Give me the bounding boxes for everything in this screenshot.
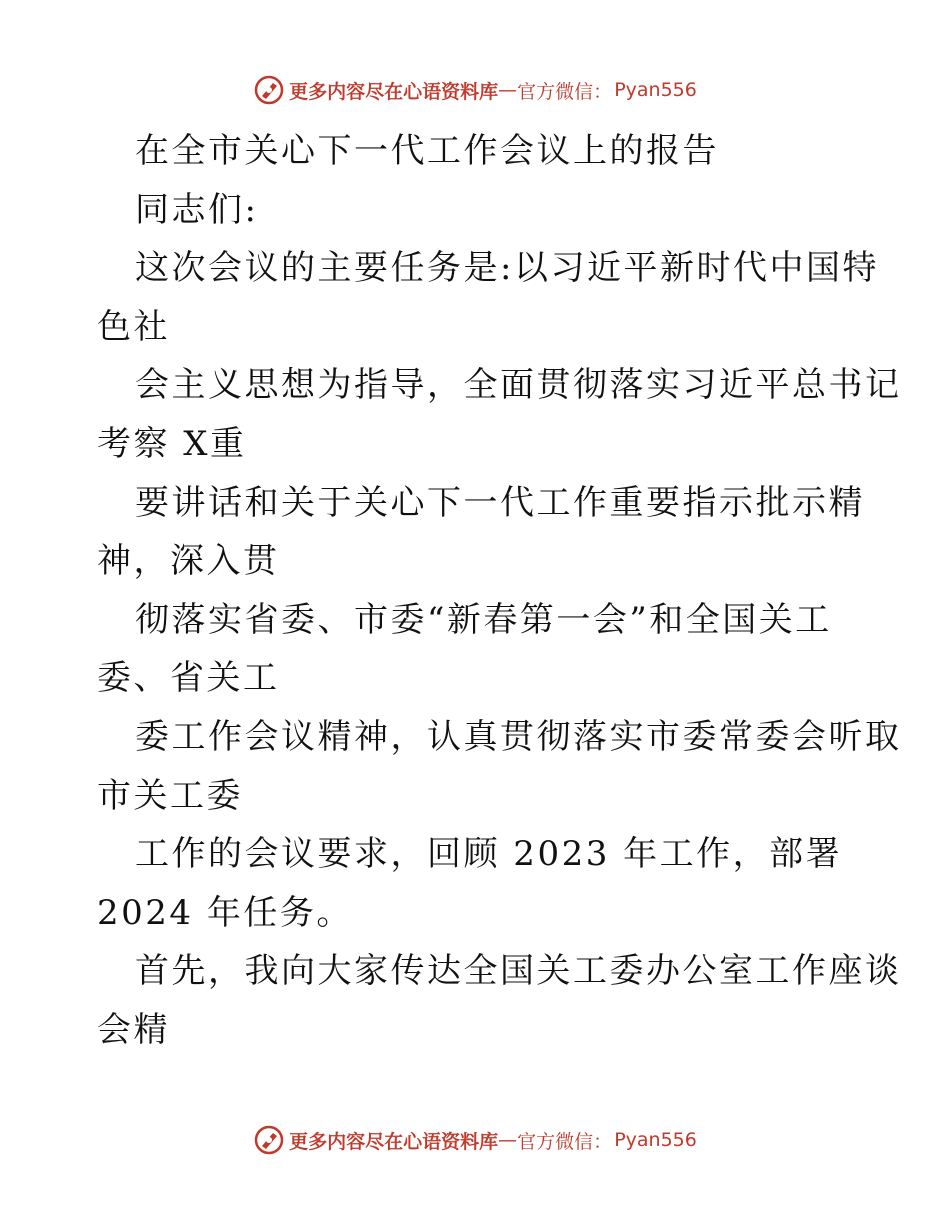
watermark-wechat-label: 官方微信： [517,80,613,103]
text-line: 会主义思想为指导，全面贯彻落实习近平总书记 [135,365,902,406]
header-watermark [0,74,950,106]
text-line: 市关工委 [97,775,243,816]
document-body [97,122,902,1060]
watermark-wechat-id: Pyan556 [614,1129,697,1151]
pen-circle-icon [253,74,285,106]
text-line: 色社 [97,306,170,347]
watermark-site-text: 更多内容尽在心语资料库 [289,80,499,103]
watermark-separator: — [498,79,518,101]
text-line: 2024 年任务。 [97,892,353,933]
watermark-separator: — [498,1129,518,1151]
salutation: 同志们: [135,189,259,230]
text-line: 这次会议的主要任务是:以习近平新时代中国特 [135,248,879,289]
text-line: 委工作会议精神，认真贯彻落实市委常委会听取 [135,716,902,757]
document-title: 在全市关心下一代工作会议上的报告 [135,131,719,171]
text-line: 委、省关工 [97,658,280,699]
text-line: 会精 [97,1009,170,1050]
text-line: 工作的会议要求，回顾 2023 年工作，部署 [135,834,843,875]
watermark-site-text: 更多内容尽在心语资料库 [289,1130,499,1153]
text-line: 神，深入贯 [97,541,280,582]
text-line: 首先，我向大家传达全国关工委办公室工作座谈 [135,951,902,992]
watermark-wechat-id: Pyan556 [614,79,697,101]
text-line: 要讲话和关于关心下一代工作重要指示批示精 [135,482,865,523]
text-line: 考察 X重 [97,423,247,464]
pen-circle-icon [253,1124,285,1156]
footer-watermark [0,1124,950,1156]
text-line: 彻落实省委、市委“新春第一会”和全国关工 [135,599,832,640]
watermark-wechat-label: 官方微信： [517,1130,613,1153]
